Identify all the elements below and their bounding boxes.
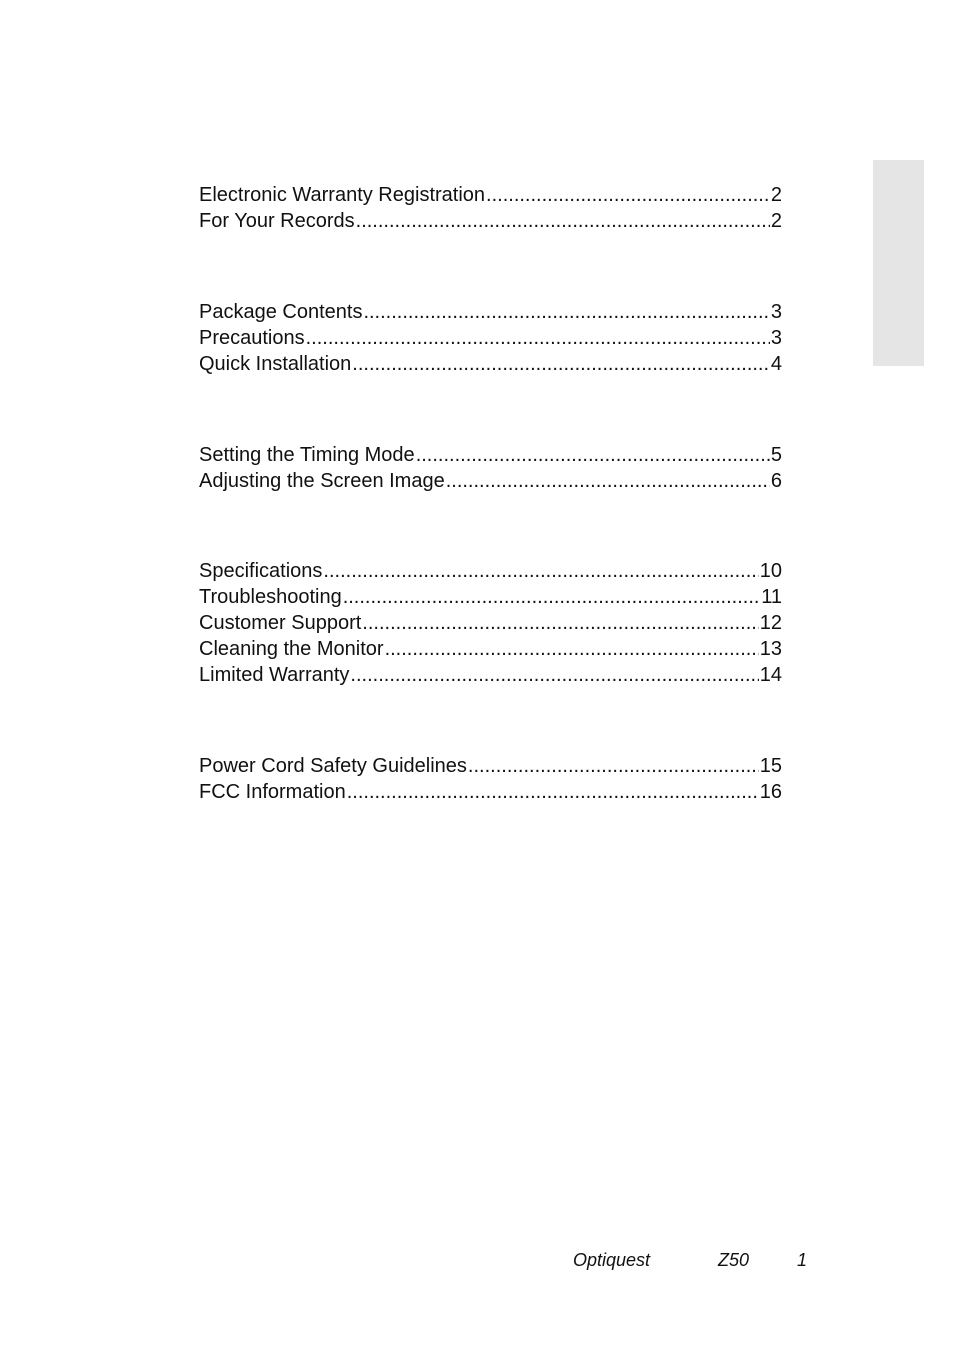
toc-entry[interactable] — [199, 779, 782, 805]
toc-entry-label: Package Contents — [199, 301, 363, 323]
toc-entry[interactable] — [199, 753, 782, 779]
toc-entry[interactable] — [199, 636, 782, 662]
toc-entry[interactable] — [199, 208, 782, 234]
toc-leader-dots — [363, 299, 769, 325]
toc-entry-label: FCC Information — [199, 781, 346, 803]
toc-leader-dots — [385, 636, 759, 662]
toc-leader-dots — [352, 351, 770, 377]
toc-entry-label: Limited Warranty — [199, 664, 350, 686]
toc-leader-dots — [343, 584, 761, 610]
toc-entry-page: 13 — [759, 638, 782, 660]
toc-entry[interactable] — [199, 182, 782, 208]
toc-entry-page: 11 — [761, 586, 782, 608]
toc-entry-page: 3 — [770, 301, 782, 323]
toc-leader-dots — [347, 779, 759, 805]
toc-entry[interactable] — [199, 299, 782, 325]
toc-leader-dots — [362, 610, 758, 636]
toc-entry-label: Customer Support — [199, 612, 362, 634]
toc-entry-label: Specifications — [199, 560, 323, 582]
footer-page-number: 1 — [797, 1250, 808, 1270]
toc-entry-page: 12 — [759, 612, 782, 634]
toc-entry-label: Power Cord Safety Guidelines — [199, 755, 467, 777]
toc-entry-label: Cleaning the Monitor — [199, 638, 384, 660]
toc-group-adjustments — [199, 442, 782, 494]
toc-entry-label: Setting the Timing Mode — [199, 444, 415, 466]
toc-leader-dots — [486, 182, 770, 208]
toc-group-appendix — [199, 753, 782, 805]
toc-entry[interactable] — [199, 610, 782, 636]
toc-entry[interactable] — [199, 442, 782, 468]
toc-entry-page: 16 — [759, 781, 782, 803]
toc-entry[interactable] — [199, 468, 782, 494]
toc-leader-dots — [306, 325, 770, 351]
toc-entry-page: 2 — [770, 210, 782, 232]
toc-leader-dots — [416, 442, 770, 468]
side-tab-marker — [873, 160, 924, 366]
toc-entry[interactable] — [199, 662, 782, 688]
toc-entry-page: 5 — [770, 444, 782, 466]
toc-entry[interactable] — [199, 325, 782, 351]
toc-entry[interactable] — [199, 584, 782, 610]
toc-leader-dots — [446, 468, 770, 494]
toc-entry[interactable] — [199, 351, 782, 377]
toc-entry-page: 2 — [770, 184, 782, 206]
toc-entry-page: 15 — [759, 755, 782, 777]
toc-entry-page: 4 — [770, 353, 782, 375]
toc-leader-dots — [350, 662, 758, 688]
toc-entry-page: 3 — [770, 327, 782, 349]
footer-brand: Optiquest — [573, 1250, 651, 1270]
toc-entry-label: Electronic Warranty Registration — [199, 184, 486, 206]
toc-entry-label: Troubleshooting — [199, 586, 342, 608]
footer-model: Z50 — [718, 1250, 750, 1270]
toc-entry-label: Adjusting the Screen Image — [199, 470, 445, 492]
toc-leader-dots — [356, 208, 770, 234]
toc-entry[interactable] — [199, 558, 782, 584]
toc-entry-label: Precautions — [199, 327, 305, 349]
toc-entry-label: Quick Installation — [199, 353, 352, 375]
toc-entry-page: 10 — [759, 560, 782, 582]
toc-leader-dots — [468, 753, 759, 779]
toc-group-other-information — [199, 558, 782, 688]
toc-group-getting-started — [199, 299, 782, 377]
toc-entry-page: 14 — [759, 664, 782, 686]
toc-entry-label: For Your Records — [199, 210, 355, 232]
toc-group-welcome — [199, 182, 782, 234]
toc-entry-page: 6 — [770, 470, 782, 492]
toc-leader-dots — [323, 558, 758, 584]
